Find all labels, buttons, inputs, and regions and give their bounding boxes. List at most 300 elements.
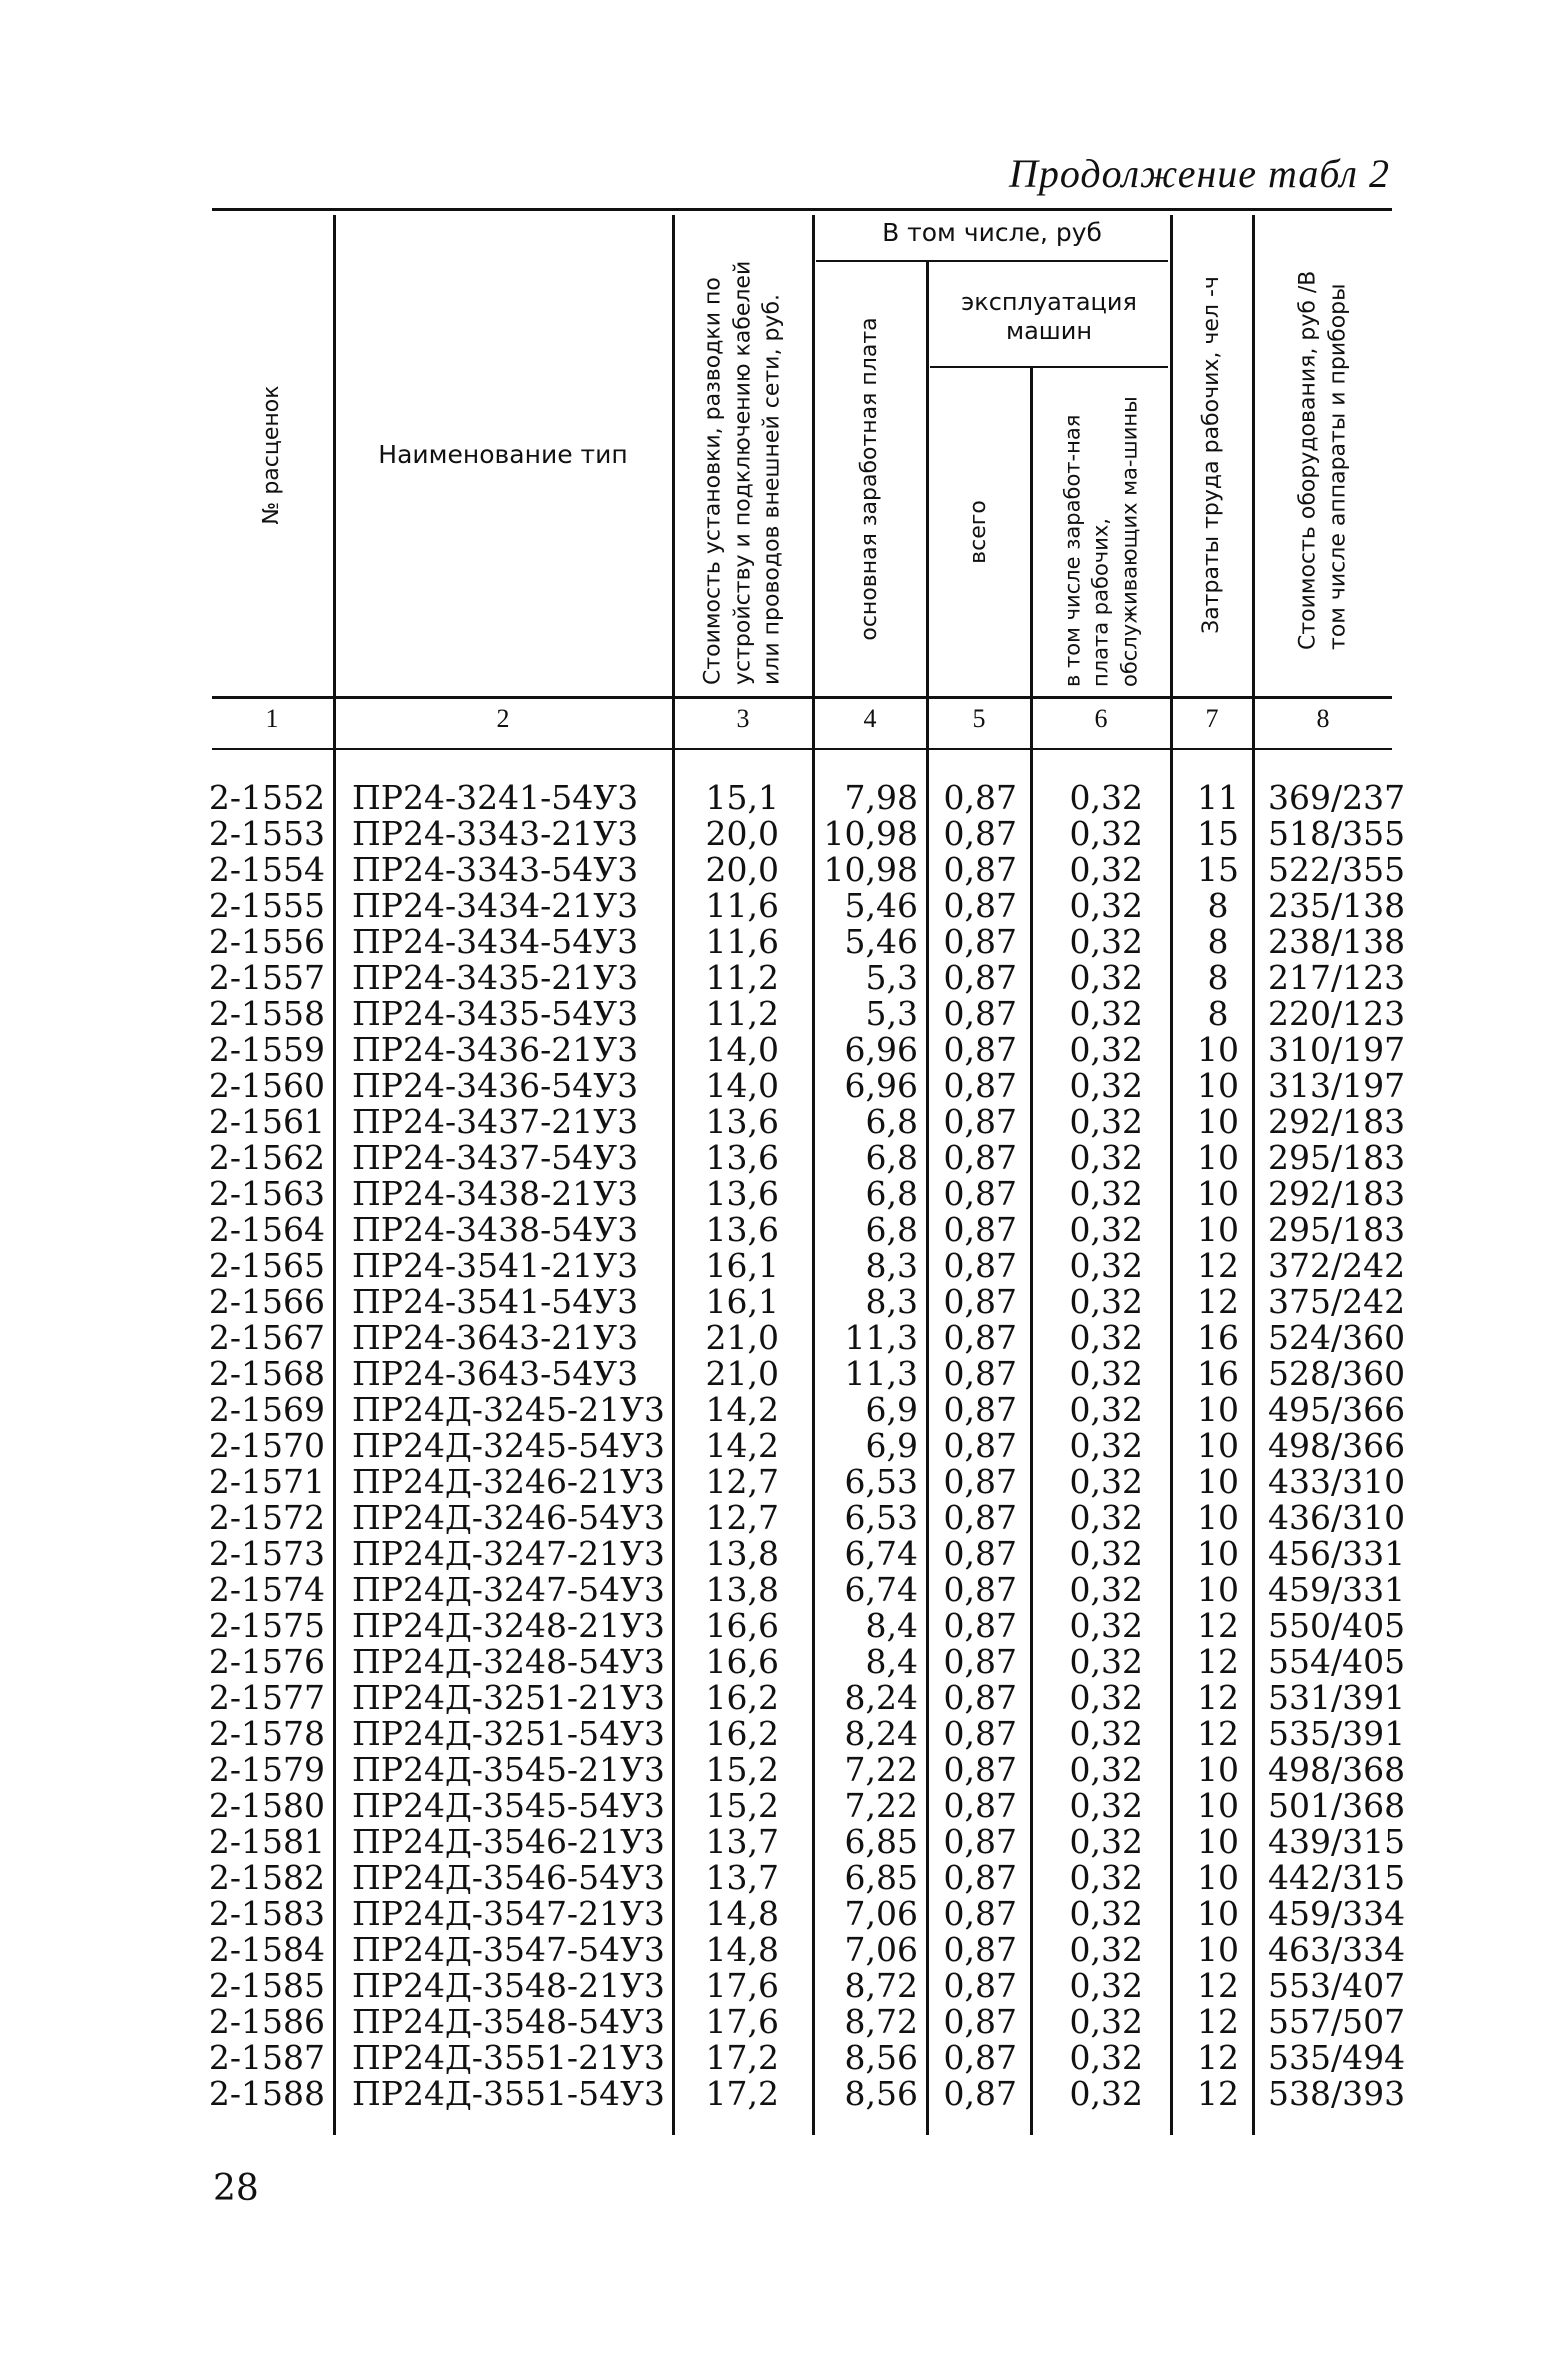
cell-labor-hours: 10 [1197, 1426, 1239, 1465]
cell-equipment-cost: 459/334 [1268, 1894, 1406, 1933]
cell-labor-hours: 12 [1197, 2074, 1239, 2113]
table-row [0, 1284, 1565, 1320]
cell-rate-code: 2-1566 [208, 1282, 325, 1321]
cell-base-wage: 6,74 [844, 1534, 918, 1573]
cell-installation-cost: 17,6 [705, 1966, 779, 2005]
cell-type-name: ПР24-3438-54У3 [352, 1210, 639, 1249]
table-row [0, 1752, 1565, 1788]
cell-machine-total: 0,87 [943, 1138, 1017, 1177]
cell-labor-hours: 8 [1207, 994, 1229, 1033]
cell-machine-total: 0,87 [943, 1102, 1017, 1141]
cell-base-wage: 10,98 [823, 814, 918, 853]
cell-equipment-cost: 535/494 [1268, 2038, 1406, 2077]
header-cell-installation-cost [675, 215, 811, 695]
cell-installation-cost: 14,0 [705, 1030, 779, 1069]
cell-machine-wage: 0,32 [1069, 994, 1143, 1033]
cell-machine-total: 0,87 [943, 1426, 1017, 1465]
cell-machine-wage: 0,32 [1069, 778, 1143, 817]
cell-machine-wage: 0,32 [1069, 1246, 1143, 1285]
cell-rate-code: 2-1574 [208, 1570, 325, 1609]
cell-machine-wage: 0,32 [1069, 1930, 1143, 1969]
cell-base-wage: 8,72 [844, 2002, 918, 2041]
header-label: № расценок [259, 385, 285, 525]
cell-labor-hours: 10 [1197, 1174, 1239, 1213]
cell-rate-code: 2-1558 [208, 994, 325, 1033]
cell-rate-code: 2-1553 [208, 814, 325, 853]
cell-base-wage: 7,06 [844, 1894, 918, 1933]
cell-rate-code: 2-1555 [208, 886, 325, 925]
cell-machine-wage: 0,32 [1069, 1138, 1143, 1177]
cell-installation-cost: 13,7 [705, 1858, 779, 1897]
cell-base-wage: 5,46 [844, 922, 918, 961]
table-row [0, 1968, 1565, 2004]
cell-machine-total: 0,87 [943, 1246, 1017, 1285]
cell-labor-hours: 10 [1197, 1390, 1239, 1429]
cell-type-name: ПР24Д-3548-21У3 [352, 1966, 665, 2005]
cell-type-name: ПР24-3643-54У3 [352, 1354, 639, 1393]
table-row [0, 1932, 1565, 1968]
cell-labor-hours: 10 [1197, 1102, 1239, 1141]
cell-base-wage: 8,72 [844, 1966, 918, 2005]
header-label: в том числе заработ-ная плата рабочих, обслуживающих ма-шины [1060, 395, 1142, 687]
cell-labor-hours: 16 [1197, 1354, 1239, 1393]
cell-base-wage: 6,8 [865, 1138, 918, 1177]
cell-machine-total: 0,87 [943, 1390, 1017, 1429]
cell-base-wage: 8,4 [865, 1642, 918, 1681]
cell-machine-wage: 0,32 [1069, 1570, 1143, 1609]
cell-machine-total: 0,87 [943, 1678, 1017, 1717]
header-bottom-rule [212, 696, 1392, 699]
cell-base-wage: 8,3 [865, 1246, 918, 1285]
header-label: Стоимость установки, разводки по устройству и подключению кабелей или проводов внешней сети, руб. [700, 260, 785, 685]
cell-base-wage: 6,9 [865, 1426, 918, 1465]
cell-rate-code: 2-1562 [208, 1138, 325, 1177]
cell-base-wage: 5,46 [844, 886, 918, 925]
cell-base-wage: 11,3 [844, 1318, 918, 1357]
cell-rate-code: 2-1577 [208, 1678, 325, 1717]
cell-labor-hours: 15 [1197, 814, 1239, 853]
cell-installation-cost: 13,6 [705, 1138, 779, 1177]
cell-machine-wage: 0,32 [1069, 1858, 1143, 1897]
cell-machine-total: 0,87 [943, 1174, 1017, 1213]
cell-machine-wage: 0,32 [1069, 958, 1143, 997]
cell-machine-total: 0,87 [943, 1894, 1017, 1933]
cell-rate-code: 2-1576 [208, 1642, 325, 1681]
cell-machine-wage: 0,32 [1069, 1714, 1143, 1753]
column-number-rule [212, 748, 1392, 750]
cell-labor-hours: 12 [1197, 1606, 1239, 1645]
cell-machine-total: 0,87 [943, 814, 1017, 853]
cell-labor-hours: 8 [1207, 886, 1229, 925]
cell-labor-hours: 10 [1197, 1066, 1239, 1105]
cell-type-name: ПР24Д-3251-21У3 [352, 1678, 665, 1717]
cell-base-wage: 6,96 [844, 1066, 918, 1105]
cell-machine-wage: 0,32 [1069, 2002, 1143, 2041]
cell-equipment-cost: 313/197 [1268, 1066, 1406, 1105]
table-row [0, 888, 1565, 924]
table-row [0, 1392, 1565, 1428]
cell-type-name: ПР24-3434-54У3 [352, 922, 639, 961]
cell-rate-code: 2-1554 [208, 850, 325, 889]
cell-base-wage: 8,4 [865, 1606, 918, 1645]
table-row [0, 1500, 1565, 1536]
cell-installation-cost: 15,2 [705, 1750, 779, 1789]
cell-machine-total: 0,87 [943, 886, 1017, 925]
column-number: 4 [863, 704, 877, 733]
cell-labor-hours: 12 [1197, 1714, 1239, 1753]
cell-machine-wage: 0,32 [1069, 1174, 1143, 1213]
cell-installation-cost: 12,7 [705, 1462, 779, 1501]
cell-machine-total: 0,87 [943, 1066, 1017, 1105]
table-row [0, 1608, 1565, 1644]
cell-base-wage: 5,3 [865, 994, 918, 1033]
header-cell-name: Наименование тип [378, 440, 628, 469]
cell-equipment-cost: 372/242 [1268, 1246, 1406, 1285]
cell-labor-hours: 10 [1197, 1570, 1239, 1609]
cell-rate-code: 2-1571 [208, 1462, 325, 1501]
table-row [0, 1032, 1565, 1068]
cell-equipment-cost: 433/310 [1268, 1462, 1406, 1501]
cell-machine-wage: 0,32 [1069, 1462, 1143, 1501]
cell-machine-wage: 0,32 [1069, 922, 1143, 961]
cell-equipment-cost: 498/366 [1268, 1426, 1406, 1465]
header-subgroup-machine-operation: эксплуатация машин [961, 288, 1137, 345]
cell-machine-wage: 0,32 [1069, 1282, 1143, 1321]
column-number: 1 [265, 704, 279, 733]
cell-machine-wage: 0,32 [1069, 1606, 1143, 1645]
cell-labor-hours: 10 [1197, 1930, 1239, 1969]
cell-rate-code: 2-1556 [208, 922, 325, 961]
header-label: основная заработная плата [857, 316, 883, 641]
cell-machine-wage: 0,32 [1069, 1678, 1143, 1717]
cell-equipment-cost: 436/310 [1268, 1498, 1406, 1537]
cell-labor-hours: 10 [1197, 1138, 1239, 1177]
cell-equipment-cost: 369/237 [1268, 778, 1406, 817]
cell-equipment-cost: 524/360 [1268, 1318, 1406, 1357]
cell-type-name: ПР24Д-3246-54У3 [352, 1498, 665, 1537]
cell-type-name: ПР24-3343-21У3 [352, 814, 639, 853]
cell-machine-total: 0,87 [943, 1642, 1017, 1681]
cell-machine-total: 0,87 [943, 2002, 1017, 2041]
cell-type-name: ПР24-3437-54У3 [352, 1138, 639, 1177]
cell-type-name: ПР24-3241-54У3 [352, 778, 639, 817]
cell-labor-hours: 12 [1197, 2002, 1239, 2041]
table-row [0, 1320, 1565, 1356]
cell-rate-code: 2-1578 [208, 1714, 325, 1753]
table-row [0, 1644, 1565, 1680]
cell-base-wage: 6,8 [865, 1210, 918, 1249]
cell-labor-hours: 15 [1197, 850, 1239, 889]
cell-type-name: ПР24Д-3548-54У3 [352, 2002, 665, 2041]
cell-installation-cost: 11,6 [705, 886, 779, 925]
cell-equipment-cost: 501/368 [1268, 1786, 1406, 1825]
cell-labor-hours: 10 [1197, 1750, 1239, 1789]
cell-labor-hours: 8 [1207, 922, 1229, 961]
cell-machine-total: 0,87 [943, 922, 1017, 961]
cell-base-wage: 6,53 [844, 1498, 918, 1537]
cell-type-name: ПР24Д-3551-21У3 [352, 2038, 665, 2077]
cell-equipment-cost: 295/183 [1268, 1138, 1406, 1177]
cell-type-name: ПР24-3343-54У3 [352, 850, 639, 889]
table-row [0, 960, 1565, 996]
table-row [0, 1356, 1565, 1392]
cell-type-name: ПР24Д-3248-21У3 [352, 1606, 665, 1645]
cell-machine-total: 0,87 [943, 1318, 1017, 1357]
cell-machine-total: 0,87 [943, 1786, 1017, 1825]
cell-rate-code: 2-1588 [208, 2074, 325, 2113]
cell-rate-code: 2-1563 [208, 1174, 325, 1213]
cell-type-name: ПР24Д-3547-54У3 [352, 1930, 665, 1969]
cell-equipment-cost: 550/405 [1268, 1606, 1406, 1645]
cell-machine-total: 0,87 [943, 1354, 1017, 1393]
cell-type-name: ПР24-3643-21У3 [352, 1318, 639, 1357]
cell-base-wage: 7,98 [844, 778, 918, 817]
cell-base-wage: 6,8 [865, 1174, 918, 1213]
cell-base-wage: 10,98 [823, 850, 918, 889]
table-row [0, 996, 1565, 1032]
cell-machine-wage: 0,32 [1069, 1822, 1143, 1861]
cell-equipment-cost: 463/334 [1268, 1930, 1406, 1969]
table-row [0, 1176, 1565, 1212]
cell-type-name: ПР24Д-3546-21У3 [352, 1822, 665, 1861]
cell-rate-code: 2-1583 [208, 1894, 325, 1933]
table-row [0, 1536, 1565, 1572]
cell-labor-hours: 12 [1197, 1966, 1239, 2005]
cell-rate-code: 2-1572 [208, 1498, 325, 1537]
page-number: 28 [213, 2168, 259, 2209]
cell-type-name: ПР24-3435-54У3 [352, 994, 639, 1033]
cell-rate-code: 2-1565 [208, 1246, 325, 1285]
cell-rate-code: 2-1575 [208, 1606, 325, 1645]
cell-type-name: ПР24-3434-21У3 [352, 886, 639, 925]
cell-type-name: ПР24Д-3547-21У3 [352, 1894, 665, 1933]
cell-type-name: ПР24-3436-54У3 [352, 1066, 639, 1105]
cell-installation-cost: 14,8 [705, 1930, 779, 1969]
header-label: всего [966, 499, 992, 564]
cell-installation-cost: 14,2 [705, 1390, 779, 1429]
table-row [0, 1860, 1565, 1896]
cell-type-name: ПР24Д-3551-54У3 [352, 2074, 665, 2113]
cell-machine-wage: 0,32 [1069, 1102, 1143, 1141]
cell-installation-cost: 15,1 [705, 778, 779, 817]
table-row [0, 2004, 1565, 2040]
cell-machine-wage: 0,32 [1069, 1030, 1143, 1069]
header-cell-number [212, 215, 332, 695]
cell-base-wage: 6,9 [865, 1390, 918, 1429]
cell-equipment-cost: 557/507 [1268, 2002, 1406, 2041]
cell-type-name: ПР24Д-3545-54У3 [352, 1786, 665, 1825]
cell-labor-hours: 10 [1197, 1894, 1239, 1933]
cell-labor-hours: 12 [1197, 1678, 1239, 1717]
cell-equipment-cost: 528/360 [1268, 1354, 1406, 1393]
cell-rate-code: 2-1560 [208, 1066, 325, 1105]
cell-rate-code: 2-1559 [208, 1030, 325, 1069]
cell-machine-total: 0,87 [943, 1534, 1017, 1573]
cell-labor-hours: 10 [1197, 1822, 1239, 1861]
cell-machine-total: 0,87 [943, 1822, 1017, 1861]
table-row [0, 1212, 1565, 1248]
table-row [0, 1824, 1565, 1860]
continuation-title: Продолжение табл 2 [1008, 151, 1390, 196]
cell-equipment-cost: 238/138 [1268, 922, 1406, 961]
cell-labor-hours: 12 [1197, 1246, 1239, 1285]
cell-machine-wage: 0,32 [1069, 1498, 1143, 1537]
cell-machine-total: 0,87 [943, 1714, 1017, 1753]
cell-installation-cost: 20,0 [705, 814, 779, 853]
cell-labor-hours: 10 [1197, 1858, 1239, 1897]
cell-type-name: ПР24Д-3545-21У3 [352, 1750, 665, 1789]
table-row [0, 1248, 1565, 1284]
cell-machine-wage: 0,32 [1069, 1210, 1143, 1249]
table-row [0, 2040, 1565, 2076]
cell-installation-cost: 13,6 [705, 1102, 779, 1141]
cell-machine-wage: 0,32 [1069, 1750, 1143, 1789]
cell-rate-code: 2-1567 [208, 1318, 325, 1357]
cell-rate-code: 2-1568 [208, 1354, 325, 1393]
cell-machine-wage: 0,32 [1069, 1390, 1143, 1429]
cell-machine-wage: 0,32 [1069, 1354, 1143, 1393]
cell-equipment-cost: 498/368 [1268, 1750, 1406, 1789]
cell-labor-hours: 12 [1197, 1282, 1239, 1321]
cell-labor-hours: 12 [1197, 2038, 1239, 2077]
cell-labor-hours: 12 [1197, 1642, 1239, 1681]
table-row [0, 1068, 1565, 1104]
cell-machine-wage: 0,32 [1069, 1642, 1143, 1681]
cell-rate-code: 2-1557 [208, 958, 325, 997]
cell-installation-cost: 13,7 [705, 1822, 779, 1861]
cell-installation-cost: 20,0 [705, 850, 779, 889]
cell-rate-code: 2-1581 [208, 1822, 325, 1861]
table-row [0, 852, 1565, 888]
cell-rate-code: 2-1561 [208, 1102, 325, 1141]
table-row [0, 2076, 1565, 2112]
cell-type-name: ПР24-3541-54У3 [352, 1282, 639, 1321]
cell-equipment-cost: 217/123 [1268, 958, 1406, 997]
cell-base-wage: 7,22 [844, 1786, 918, 1825]
cell-base-wage: 6,53 [844, 1462, 918, 1501]
cell-machine-total: 0,87 [943, 1606, 1017, 1645]
cell-equipment-cost: 554/405 [1268, 1642, 1406, 1681]
cell-equipment-cost: 531/391 [1268, 1678, 1406, 1717]
cell-equipment-cost: 535/391 [1268, 1714, 1406, 1753]
cell-equipment-cost: 456/331 [1268, 1534, 1406, 1573]
table-row [0, 1572, 1565, 1608]
cell-machine-total: 0,87 [943, 850, 1017, 889]
table-row [0, 1140, 1565, 1176]
cell-type-name: ПР24Д-3247-21У3 [352, 1534, 665, 1573]
cell-machine-total: 0,87 [943, 1930, 1017, 1969]
cell-base-wage: 8,3 [865, 1282, 918, 1321]
cell-installation-cost: 13,8 [705, 1570, 779, 1609]
cell-installation-cost: 17,2 [705, 2038, 779, 2077]
cell-base-wage: 8,56 [844, 2074, 918, 2113]
cell-type-name: ПР24Д-3248-54У3 [352, 1642, 665, 1681]
cell-equipment-cost: 295/183 [1268, 1210, 1406, 1249]
cell-base-wage: 7,06 [844, 1930, 918, 1969]
cell-labor-hours: 10 [1197, 1462, 1239, 1501]
cell-labor-hours: 10 [1197, 1030, 1239, 1069]
cell-base-wage: 11,3 [844, 1354, 918, 1393]
cell-type-name: ПР24-3437-21У3 [352, 1102, 639, 1141]
cell-machine-total: 0,87 [943, 1210, 1017, 1249]
cell-machine-wage: 0,32 [1069, 1426, 1143, 1465]
cell-installation-cost: 11,6 [705, 922, 779, 961]
cell-machine-wage: 0,32 [1069, 850, 1143, 889]
cell-installation-cost: 16,2 [705, 1678, 779, 1717]
cell-machine-total: 0,87 [943, 1570, 1017, 1609]
cell-installation-cost: 16,1 [705, 1282, 779, 1321]
table-top-rule [212, 208, 1392, 211]
cell-labor-hours: 8 [1207, 958, 1229, 997]
cell-equipment-cost: 442/315 [1268, 1858, 1406, 1897]
header-cell-labor [1173, 215, 1251, 695]
cell-equipment-cost: 292/183 [1268, 1174, 1406, 1213]
table-row [0, 1788, 1565, 1824]
table-row [0, 1464, 1565, 1500]
header-label: Стоимость оборудования, руб /В том числе аппараты и приборы [1295, 270, 1350, 650]
cell-machine-total: 0,87 [943, 1966, 1017, 2005]
cell-installation-cost: 12,7 [705, 1498, 779, 1537]
cell-rate-code: 2-1587 [208, 2038, 325, 2077]
cell-installation-cost: 15,2 [705, 1786, 779, 1825]
cell-base-wage: 8,24 [844, 1678, 918, 1717]
cell-machine-wage: 0,32 [1069, 1534, 1143, 1573]
cell-installation-cost: 14,0 [705, 1066, 779, 1105]
cell-machine-total: 0,87 [943, 778, 1017, 817]
header-cell-machine-wage [1033, 368, 1169, 695]
cell-rate-code: 2-1586 [208, 2002, 325, 2041]
cell-type-name: ПР24Д-3247-54У3 [352, 1570, 665, 1609]
cell-equipment-cost: 495/366 [1268, 1390, 1406, 1429]
cell-rate-code: 2-1564 [208, 1210, 325, 1249]
cell-installation-cost: 16,6 [705, 1642, 779, 1681]
table-row [0, 924, 1565, 960]
cell-installation-cost: 17,2 [705, 2074, 779, 2113]
cell-machine-wage: 0,32 [1069, 814, 1143, 853]
cell-labor-hours: 10 [1197, 1786, 1239, 1825]
cell-machine-total: 0,87 [943, 994, 1017, 1033]
cell-equipment-cost: 292/183 [1268, 1102, 1406, 1141]
cell-rate-code: 2-1552 [208, 778, 325, 817]
cell-rate-code: 2-1582 [208, 1858, 325, 1897]
cell-labor-hours: 10 [1197, 1210, 1239, 1249]
cell-machine-wage: 0,32 [1069, 886, 1143, 925]
cell-machine-total: 0,87 [943, 2074, 1017, 2113]
cell-machine-wage: 0,32 [1069, 2038, 1143, 2077]
cell-installation-cost: 16,6 [705, 1606, 779, 1645]
cell-rate-code: 2-1569 [208, 1390, 325, 1429]
table-row [0, 1896, 1565, 1932]
cell-installation-cost: 21,0 [705, 1318, 779, 1357]
cell-installation-cost: 11,2 [705, 994, 779, 1033]
column-number: 7 [1205, 704, 1219, 733]
cell-type-name: ПР24-3436-21У3 [352, 1030, 639, 1069]
cell-machine-total: 0,87 [943, 1030, 1017, 1069]
cell-installation-cost: 17,6 [705, 2002, 779, 2041]
cell-type-name: ПР24Д-3251-54У3 [352, 1714, 665, 1753]
cell-base-wage: 7,22 [844, 1750, 918, 1789]
cell-machine-total: 0,87 [943, 958, 1017, 997]
cell-installation-cost: 14,8 [705, 1894, 779, 1933]
cell-type-name: ПР24-3435-21У3 [352, 958, 639, 997]
cell-rate-code: 2-1570 [208, 1426, 325, 1465]
cell-machine-total: 0,87 [943, 1498, 1017, 1537]
cell-machine-wage: 0,32 [1069, 1318, 1143, 1357]
header-cell-equipment-cost [1255, 215, 1391, 695]
cell-equipment-cost: 522/355 [1268, 850, 1406, 889]
header-label: Затраты труда рабочих, чел -ч [1199, 276, 1225, 634]
cell-type-name: ПР24Д-3245-54У3 [352, 1426, 665, 1465]
